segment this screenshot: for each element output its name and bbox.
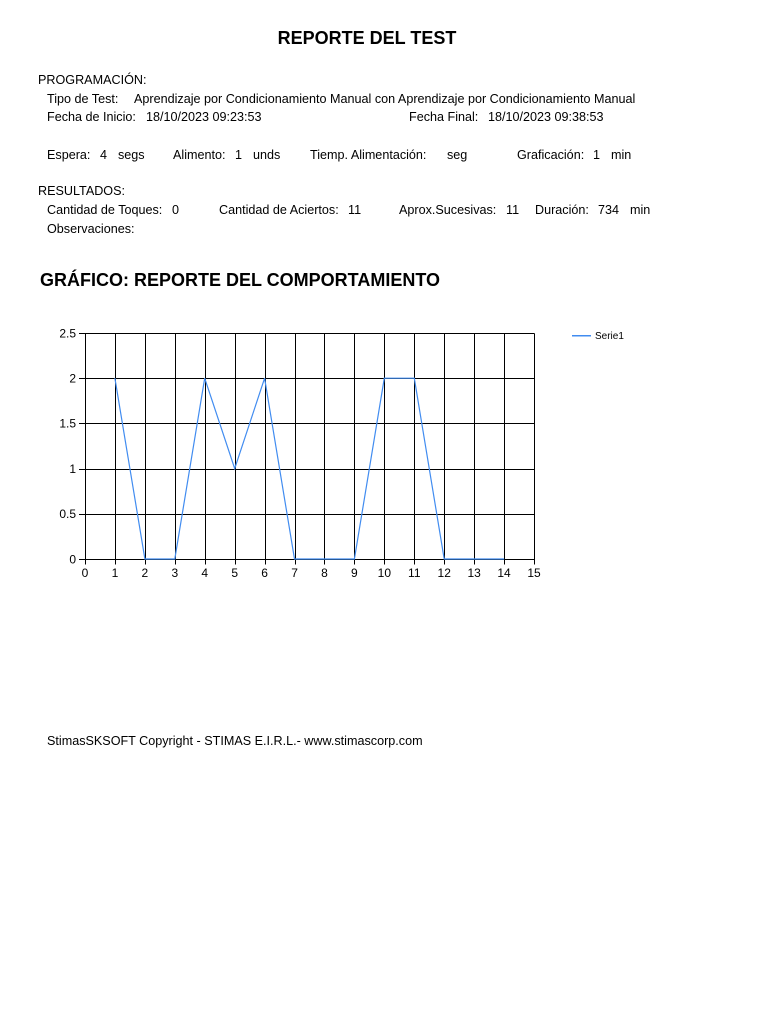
espera-label: Espera: [47,148,91,162]
alimento-unit: unds [253,148,281,162]
alimento-value: 1 [235,148,243,162]
x-tick-label: 4 [201,566,209,580]
legend-label-serie1: Serie1 [595,331,624,342]
cantidad-toques-label: Cantidad de Toques: [47,203,163,217]
duracion-unit: min [630,203,651,217]
y-tick-label: 2 [69,371,76,386]
series-group [113,377,505,561]
legend [572,331,624,342]
x-tick-label: 10 [377,566,392,580]
plot-grid [86,334,535,560]
alimento-label: Alimento: [173,148,226,162]
x-tick-label: 14 [497,566,511,580]
tipo-test-label: Tipo de Test: [47,92,119,106]
observaciones-label: Observaciones: [47,222,135,236]
duracion-value: 734 [598,203,620,217]
y-axis [59,326,85,566]
series-line-serie1 [115,378,504,559]
x-tick-label: 2 [141,566,149,580]
fecha-final-label: Fecha Final: [409,110,479,124]
x-tick-label: 15 [527,566,541,580]
aprox-sucesivas-value: 11 [506,203,520,217]
y-tick-label: 1.5 [59,416,76,431]
duracion-label: Duración: [535,203,589,217]
cantidad-toques-value: 0 [172,203,180,217]
graficacion-unit: min [611,148,632,162]
y-tick-label: 0.5 [59,507,76,522]
programacion-heading: PROGRAMACIÓN: [38,73,147,87]
resultados-heading: RESULTADOS: [38,184,126,198]
report-title: REPORTE DEL TEST [277,28,457,48]
x-tick-label: 7 [291,566,298,580]
cantidad-aciertos-value: 11 [348,203,362,217]
espera-value: 4 [100,148,108,162]
footer-copyright: StimasSKSOFT Copyright - STIMAS E.I.R.L.- www.stimascorp.com [47,734,423,748]
aprox-sucesivas-label: Aprox.Sucesivas: [399,203,497,217]
x-tick-label: 11 [408,566,421,580]
x-tick-label: 6 [261,566,268,580]
tipo-test-value: Aprendizaje por Condicionamiento Manual con Aprendizaje por Condicionamiento Manual [134,92,636,106]
x-tick-label: 1 [111,566,119,580]
x-tick-label: 5 [231,566,239,580]
x-tick-label: 9 [351,566,358,580]
cantidad-aciertos-label: Cantidad de Aciertos: [219,203,339,217]
fecha-inicio-value: 18/10/2023 09:23:53 [146,110,262,124]
x-tick-label: 12 [437,566,451,580]
x-tick-label: 8 [321,566,328,580]
fecha-final-value: 18/10/2023 09:38:53 [488,110,604,124]
graficacion-value: 1 [593,148,601,162]
espera-unit: segs [118,148,145,162]
y-tick-label: 1 [69,461,76,476]
graficacion-label: Graficación: [517,148,585,162]
y-tick-label: 2.5 [59,326,76,341]
chart-heading: GRÁFICO: REPORTE DEL COMPORTAMIENTO [40,270,441,290]
x-tick-label: 3 [171,566,179,580]
y-tick-label: 0 [69,552,76,567]
x-tick-label: 0 [81,566,89,580]
tiempo-alimentacion-label: Tiemp. Alimentación: [310,148,427,162]
behavior-line-chart [40,315,660,590]
x-tick-label: 13 [467,566,481,580]
x-axis [82,560,541,581]
fecha-inicio-label: Fecha de Inicio: [47,110,136,124]
tiempo-alimentacion-unit: seg [447,148,468,162]
